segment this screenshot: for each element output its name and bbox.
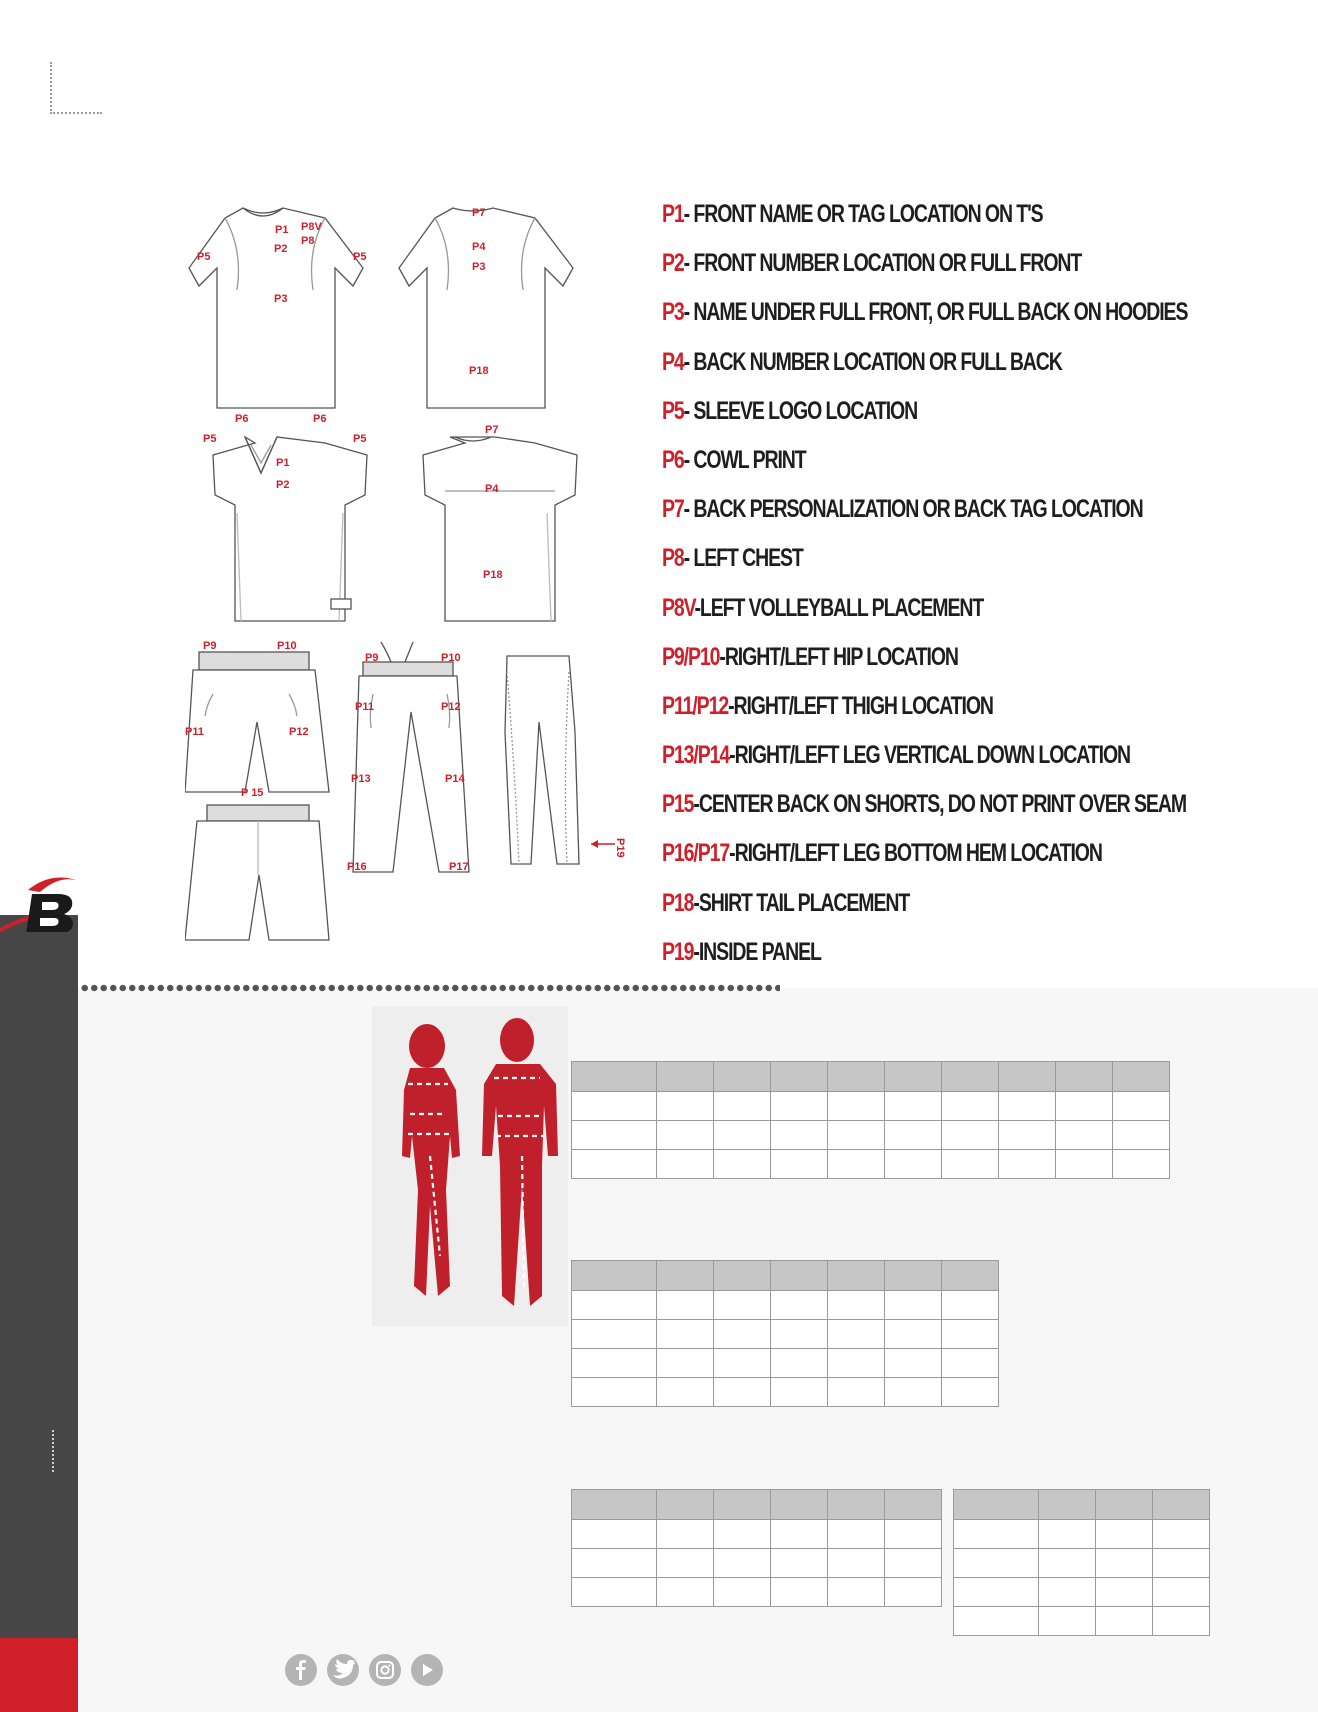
- tee-front-p5-right: P5: [353, 251, 367, 263]
- jersey-front-p6-left: P6: [235, 413, 249, 425]
- tee-front-p3: P3: [274, 293, 288, 305]
- jersey-front-diagram: [213, 437, 367, 621]
- legend-item: P9/P10-RIGHT/LEFT HIP LOCATION: [662, 642, 958, 671]
- tee-front-p5-left: P5: [197, 251, 211, 263]
- legend-item: P5- SLEEVE LOGO LOCATION: [662, 396, 918, 425]
- legend-item: P8- LEFT CHEST: [662, 544, 803, 573]
- size-table-accessories: [953, 1489, 1210, 1636]
- shorts-p12: P12: [289, 726, 309, 738]
- legend-item: P3- NAME UNDER FULL FRONT, OR FULL BACK ON HOODIES: [662, 298, 1188, 327]
- legend-item: P7- BACK PERSONALIZATION OR BACK TAG LOCATION: [662, 495, 1143, 524]
- body-measurement-figures: [372, 1006, 568, 1326]
- legend-item: P6- COWL PRINT: [662, 445, 806, 474]
- shorts-front-diagram: [185, 652, 329, 792]
- jersey-front-p1: P1: [276, 457, 290, 469]
- legend-item: P18-SHIRT TAIL PLACEMENT: [662, 888, 910, 917]
- size-table-adult: [571, 1061, 1170, 1179]
- pants-p17: P17: [449, 861, 469, 873]
- corner-crop-mark: [50, 62, 102, 114]
- jersey-front-p2: P2: [276, 479, 290, 491]
- jersey-back-p7: P7: [485, 424, 499, 436]
- instagram-icon[interactable]: [369, 1654, 401, 1686]
- jersey-front-p5-left: P5: [203, 433, 217, 445]
- legend-item: P16/P17-RIGHT/LEFT LEG BOTTOM HEM LOCATION: [662, 839, 1102, 868]
- shorts-p11: P11: [185, 726, 204, 738]
- twitter-icon[interactable]: [327, 1654, 359, 1686]
- brand-sidebar-accent: [0, 1638, 78, 1712]
- legend-item: P4- BACK NUMBER LOCATION OR FULL BACK: [662, 347, 1062, 376]
- size-table-youth: [571, 1260, 999, 1407]
- tee-back-p18: P18: [469, 365, 489, 377]
- jersey-front-p5-right: P5: [353, 433, 367, 445]
- pants-p11: P11: [355, 701, 374, 713]
- jersey-back-diagram: [423, 437, 577, 621]
- pants-diagram: [353, 642, 469, 872]
- tee-back-p4: P4: [472, 241, 486, 253]
- pants-p12: P12: [441, 701, 461, 713]
- tee-front-p8v: P8V: [301, 221, 322, 233]
- legend-item: P13/P14-RIGHT/LEFT LEG VERTICAL DOWN LOCATION: [662, 741, 1131, 770]
- pants-p13: P13: [351, 773, 371, 785]
- jersey-front-p6-right: P6: [313, 413, 327, 425]
- tee-back-p3: P3: [472, 261, 486, 273]
- brand-logo-icon: [0, 872, 82, 932]
- pants-p14: P14: [445, 773, 465, 785]
- pants-p16: P16: [347, 861, 367, 873]
- garment-placement-diagrams: [185, 190, 645, 965]
- tee-front-p8: P8: [301, 235, 315, 247]
- jersey-back-p4: P4: [485, 483, 499, 495]
- legend-item: P15-CENTER BACK ON SHORTS, DO NOT PRINT OVER SEAM: [662, 790, 1186, 819]
- size-table-women: [571, 1489, 942, 1607]
- shorts-back-diagram: [185, 805, 329, 940]
- pants-p10: P10: [441, 652, 461, 664]
- leggings-diagram: [505, 656, 615, 864]
- social-icons: [285, 1653, 445, 1687]
- brand-sidebar: [0, 915, 78, 1712]
- jersey-back-p18: P18: [483, 569, 503, 581]
- legend-item: P1- FRONT NAME OR TAG LOCATION ON T'S: [662, 200, 1043, 228]
- youtube-icon[interactable]: [411, 1654, 443, 1686]
- pants-p9: P9: [365, 652, 379, 664]
- facebook-icon[interactable]: [285, 1654, 317, 1686]
- tee-front-diagram: [189, 208, 363, 408]
- tee-front-p1: P1: [275, 224, 289, 236]
- legend-item: P11/P12-RIGHT/LEFT THIGH LOCATION: [662, 691, 993, 720]
- shorts-p15: P 15: [241, 787, 264, 799]
- shorts-p9: P9: [203, 640, 217, 652]
- leggings-p19: P19: [614, 838, 626, 858]
- sidebar-dotted-mark: [52, 1430, 54, 1472]
- legend-item: P2- FRONT NUMBER LOCATION OR FULL FRONT: [662, 249, 1082, 278]
- tee-back-p7: P7: [472, 207, 486, 219]
- legend-item: P8V-LEFT VOLLEYBALL PLACEMENT: [662, 593, 984, 622]
- section-divider: [80, 983, 780, 993]
- tee-front-p2: P2: [274, 243, 288, 255]
- shorts-p10: P10: [277, 640, 297, 652]
- legend-item: P19-INSIDE PANEL: [662, 937, 821, 966]
- placement-legend: [662, 190, 1302, 977]
- tee-back-diagram: [399, 208, 573, 408]
